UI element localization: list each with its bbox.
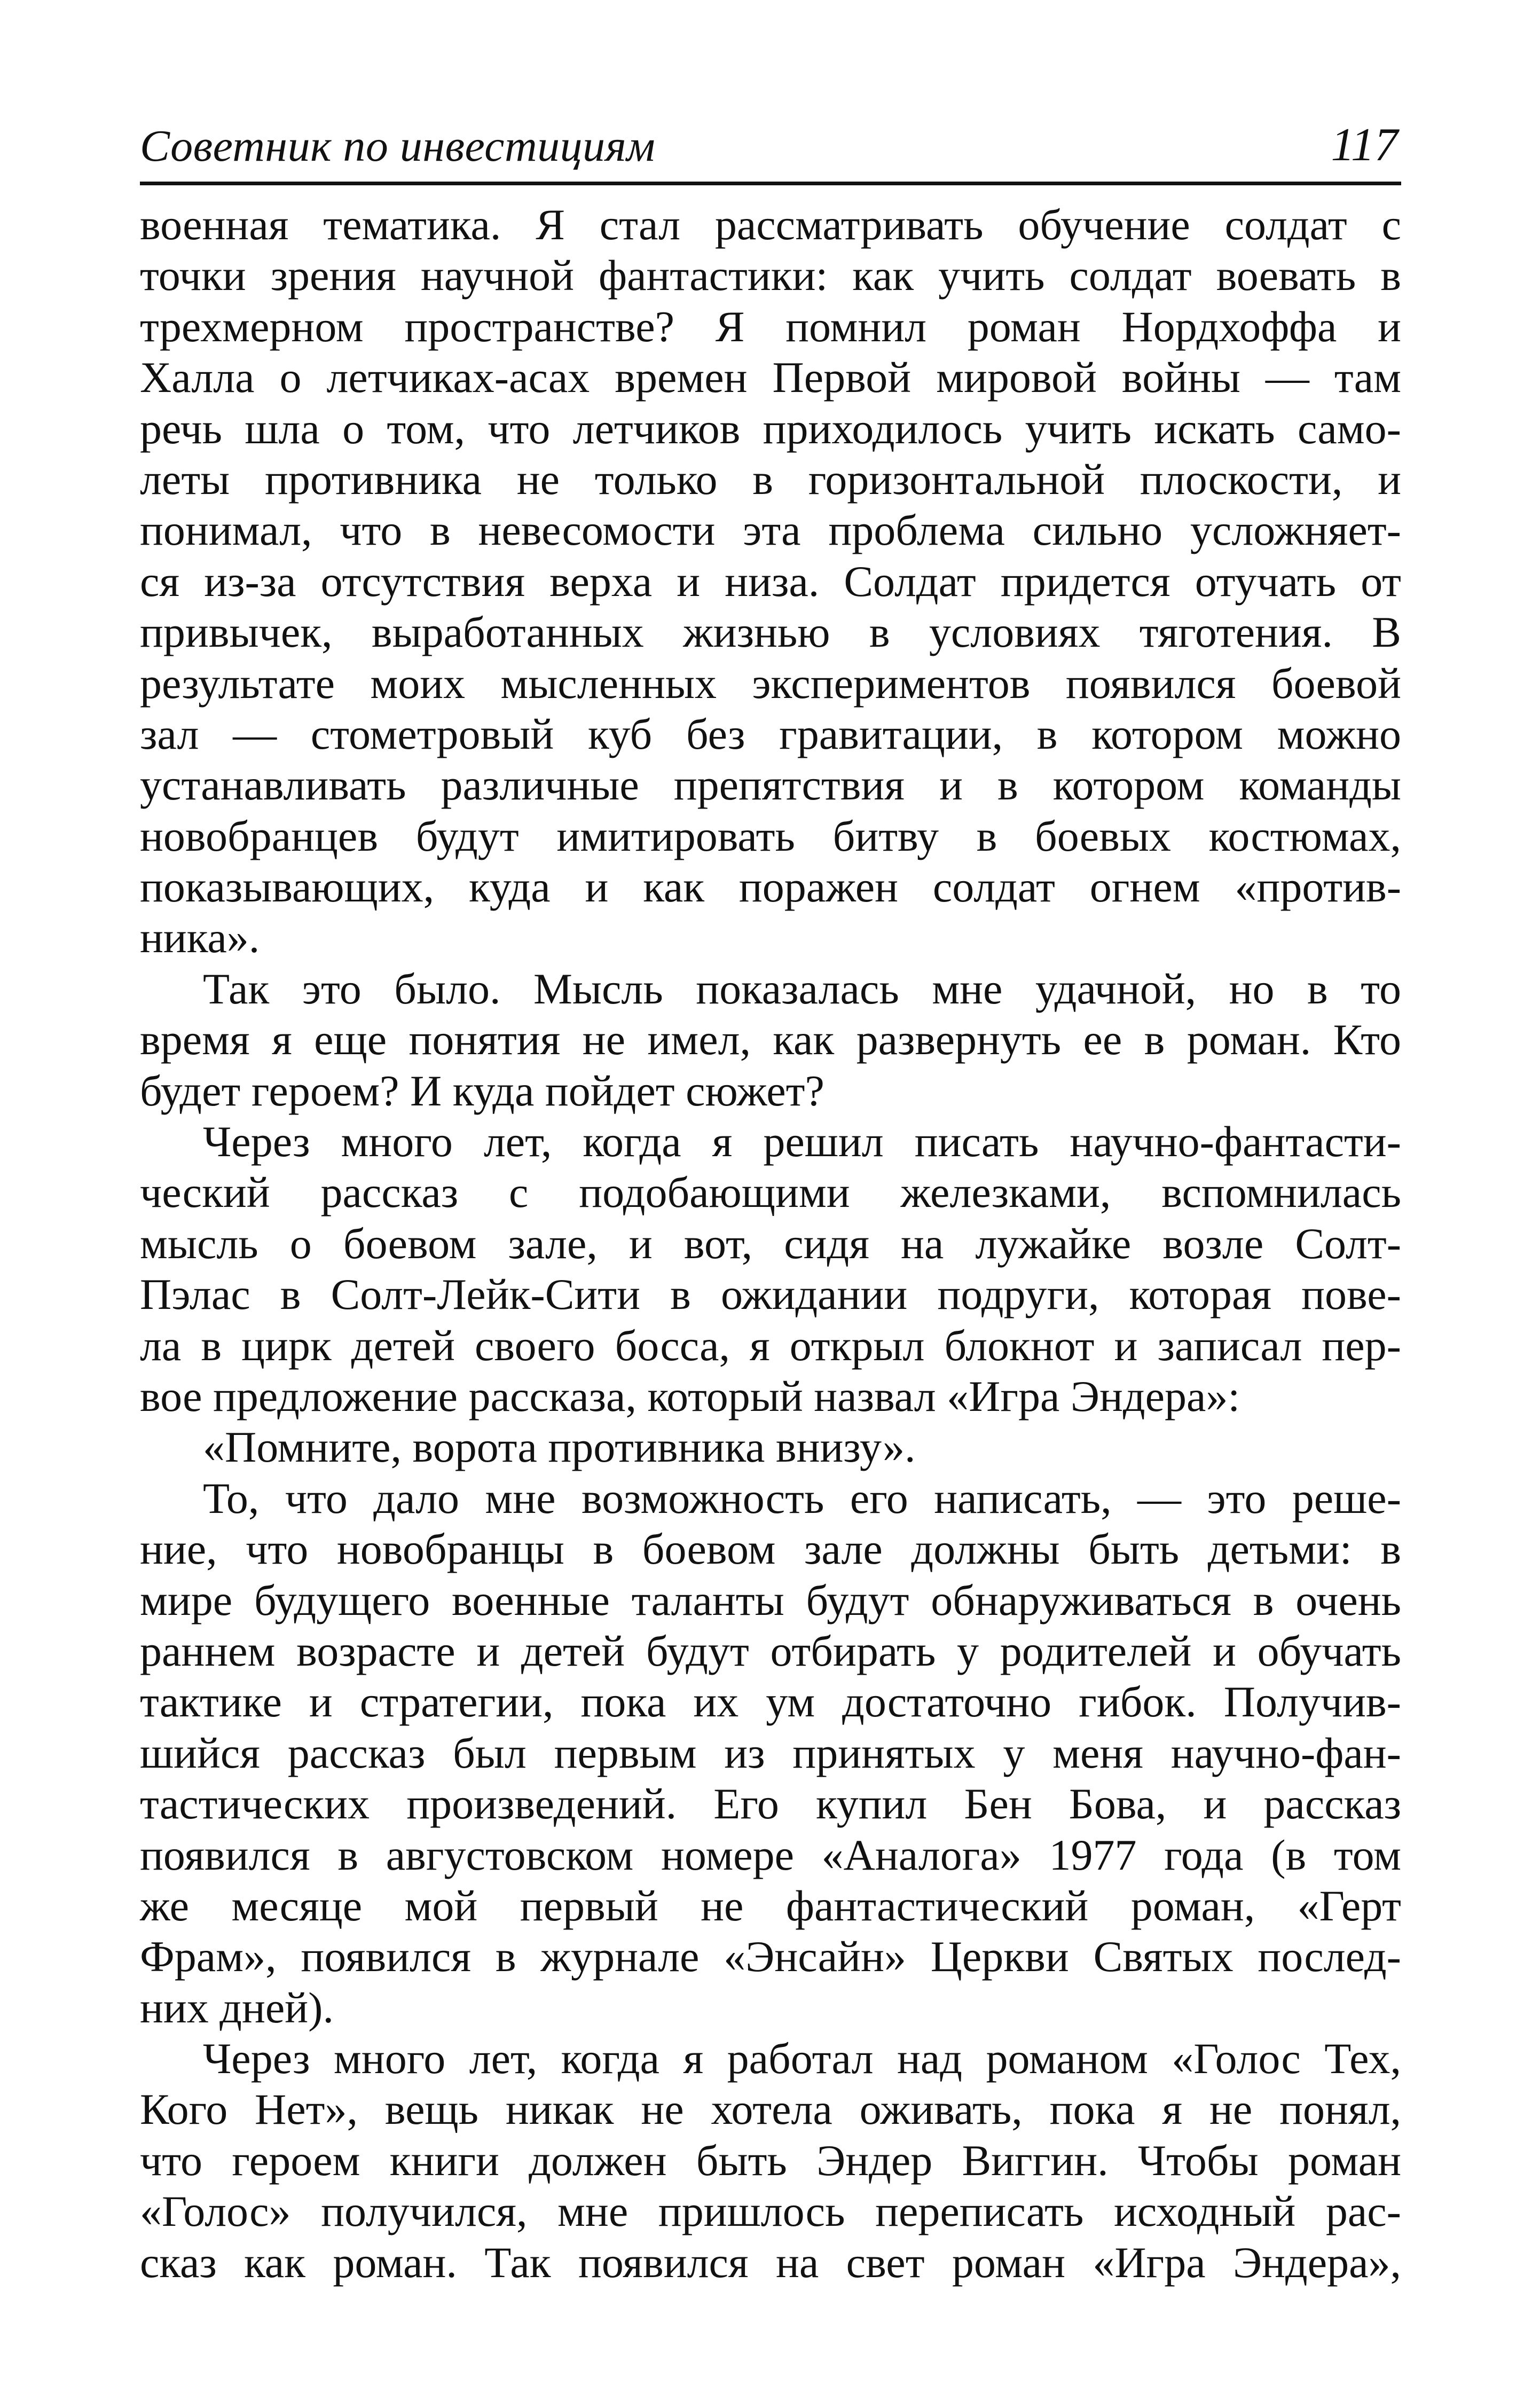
text-line: раннем возрасте и детей будут отбирать у родителей и обучать [140,1626,1401,1675]
text-line: Так это было. Мысль показалась мне удачной, но в то [203,964,1401,1013]
text-line: «Помните, ворота противника внизу». [203,1423,916,1472]
text-line: ние, что новобранцы в боевом зале должны быть детьми: в [140,1525,1401,1574]
text-line: речь шла о том, что летчиков приходилось учить искать само- [140,404,1401,453]
text-line: привычек, выработанных жизнью в условиях тяготения. В [140,608,1401,657]
text-line: Пэлас в Солт-Лейк-Сити в ожидании подруги, которая пове- [140,1270,1401,1319]
text-line: военная тематика. Я стал рассматривать обучение солдат с [140,200,1401,249]
text-line: трехмерном пространстве? Я помнил роман Нордхоффа и [140,302,1401,351]
text-line: тактике и стратегии, пока их ум достаточно гибок. Получив- [140,1677,1401,1727]
text-line: новобранцев будут имитировать битву в боевых костюмах, [140,811,1401,860]
text-line: сказ как роман. Так появился на свет роман «Игра Эндера», [140,2238,1401,2287]
text-line: Халла о летчиках-асах времен Первой мировой войны — там [140,353,1401,402]
text-line: появился в августовском номере «Аналога» 1977 года (в том [140,1830,1401,1879]
text-line: мысль о боевом зале, и вот, сидя на лужайке возле Солт- [140,1219,1401,1268]
text-line: результате моих мысленных экспериментов появился боевой [140,658,1401,708]
text-line: ника». [140,913,260,962]
text-line: мире будущего военные таланты будут обнаруживаться в очень [140,1575,1401,1625]
page-header [140,112,1401,185]
running-title: Советник по инвестициям [140,121,656,171]
page-number: 117 [1331,119,1398,171]
text-line: показывающих, куда и как поражен солдат огнем «против- [140,862,1401,912]
text-line: Кого Нет», вещь никак не хотела оживать, пока я не понял, [140,2085,1401,2134]
text-line: будет героем? И куда пойдет сюжет? [140,1066,824,1115]
text-line: Через много лет, когда я работал над романом «Голос Тех, [203,2034,1401,2083]
text-line: То, что дало мне возможность его написать, — это реше- [203,1473,1401,1523]
text-line: понимал, что в невесомости эта проблема сильно усложняет- [140,506,1401,555]
text-line: Фрам», появился в журнале «Энсайн» Церкви Святых послед- [140,1932,1401,1981]
text-line: же месяце мой первый не фантастический роман, «Герт [140,1881,1401,1930]
text-line: точки зрения научной фантастики: как учить солдат воевать в [140,251,1401,300]
text-line: леты противника не только в горизонтальной плоскости, и [140,454,1401,504]
text-line: вое предложение рассказа, который назвал «Игра Эндера»: [140,1371,1240,1421]
text-line: них дней). [140,1983,334,2032]
text-line: «Голос» получился, мне пришлось переписать исходный рас- [140,2187,1401,2236]
text-line: устанавливать различные препятствия и в котором команды [140,760,1401,810]
body-text [140,199,1401,2288]
text-line: что героем книги должен быть Эндер Виггин. Чтобы роман [140,2136,1401,2185]
text-line: ческий рассказ с подобающими железками, вспомнилась [140,1168,1401,1217]
text-line: ся из-за отсутствия верха и низа. Солдат придется отучать от [140,556,1401,606]
text-line: время я еще понятия не имел, как развернуть ее в роман. Кто [140,1015,1401,1064]
text-line: Через много лет, когда я решил писать научно-фантасти- [203,1117,1401,1166]
book-page [140,112,1401,2288]
text-line: шийся рассказ был первым из принятых у меня научно-фан- [140,1728,1401,1777]
text-line: зал — стометровый куб без гравитации, в котором можно [140,709,1401,758]
text-line: тастических произведений. Его купил Бен Бова, и рассказ [140,1779,1401,1829]
text-line: ла в цирк детей своего босса, я открыл блокнот и записал пер- [140,1321,1401,1370]
